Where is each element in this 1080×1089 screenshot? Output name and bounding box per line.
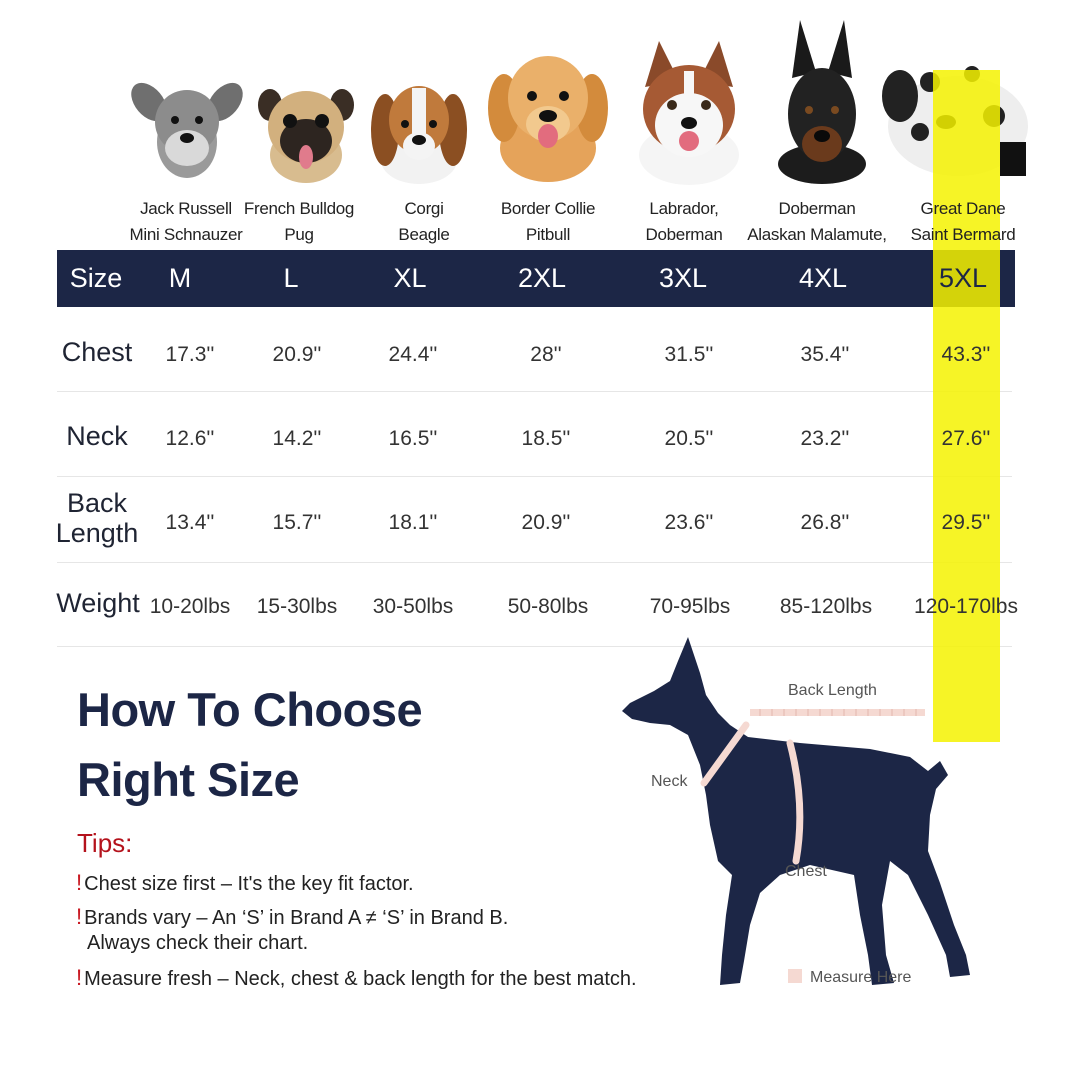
beagle-portrait [371, 86, 467, 184]
breed-label [354, 196, 494, 248]
chest-m: 17.3'' [165, 343, 215, 366]
back-m: 13.4'' [165, 511, 215, 534]
howto-title-line2: Right Size [77, 753, 300, 806]
golden-retriever-portrait [488, 56, 608, 182]
breed-line1: Border Collie [500, 199, 596, 218]
header-size-2xl: 2XL [517, 263, 567, 293]
chest-l: 20.9'' [272, 343, 322, 366]
row-divider [57, 476, 1012, 477]
chest-xl: 24.4'' [388, 343, 438, 366]
tip-1 [76, 870, 414, 896]
tip-1-text: Chest size first – It's the key fit factor. [84, 873, 414, 895]
back-xl: 18.1'' [388, 511, 438, 534]
dog-silhouette-diagram [610, 625, 990, 995]
back-length-tape [750, 709, 925, 716]
back-l: 15.7'' [272, 511, 322, 534]
howto-title-line1: How To Choose [77, 683, 423, 736]
breed-label [229, 196, 369, 248]
neck-l: 14.2'' [272, 427, 322, 450]
neck-3xl: 20.5'' [664, 427, 714, 450]
back-label-line1: Back [66, 488, 128, 518]
weight-3xl: 70-95lbs [649, 595, 731, 618]
husky-portrait [639, 41, 739, 185]
neck-m: 12.6'' [165, 427, 215, 450]
measure-here-label: Measure Here [810, 969, 912, 986]
header-size-3xl: 3XL [658, 263, 708, 293]
neck-label: Neck [651, 773, 688, 790]
neck-2xl: 18.5'' [521, 427, 571, 450]
header-size-4xl: 4XL [798, 263, 848, 293]
exclamation-icon: ! [76, 965, 83, 990]
breed-line2: Pug [284, 225, 314, 244]
breed-label [737, 196, 897, 248]
breed-line1: French Bulldog [243, 199, 355, 218]
pug-portrait [258, 89, 354, 183]
chest-2xl: 28'' [530, 343, 562, 366]
breed-line1: Great Dane [920, 199, 1006, 218]
breed-line1: Jack Russell [140, 199, 232, 218]
header-size-l: L [283, 263, 299, 293]
breed-line2: Alaskan Malamute, [747, 225, 887, 244]
dog-portraits [0, 0, 1080, 190]
back-5xl: 29.5'' [941, 511, 991, 534]
breed-line1: Corgi [404, 199, 444, 218]
doberman-portrait [778, 20, 866, 184]
breed-label [478, 196, 618, 248]
weight-5xl: 120-170lbs [914, 595, 1018, 618]
breed-line1: Labrador, [649, 199, 719, 218]
schnauzer-portrait [124, 76, 250, 178]
exclamation-icon: ! [76, 870, 83, 895]
back-2xl: 20.9'' [521, 511, 571, 534]
back-4xl: 26.8'' [800, 511, 850, 534]
row-label-chest: Chest [61, 337, 133, 367]
breed-line2: Pitbull [525, 225, 571, 244]
neck-5xl: 27.6'' [941, 427, 991, 450]
header-size-xl: XL [393, 263, 427, 293]
row-divider [57, 391, 1012, 392]
breed-label [614, 196, 754, 248]
breed-line2: Beagle [398, 225, 450, 244]
exclamation-icon: ! [76, 904, 83, 929]
weight-m: 10-20lbs [149, 595, 231, 618]
tip-2-continued: Always check their chart. [87, 932, 309, 954]
chest-4xl: 35.4'' [800, 343, 850, 366]
back-3xl: 23.6'' [664, 511, 714, 534]
breed-line2: Saint Bermard [910, 225, 1016, 244]
neck-4xl: 23.2'' [800, 427, 850, 450]
measure-swatch-icon [788, 969, 802, 983]
tip-2-text: Brands vary – An ‘S’ in Brand A ≠ ‘S’ in Brand B. [84, 907, 509, 929]
header-size-m: M [168, 263, 192, 293]
breed-line2: Mini Schnauzer [129, 225, 243, 244]
header-size-5xl: 5XL [938, 263, 988, 293]
breed-label [893, 196, 1033, 248]
row-label-neck: Neck [66, 421, 128, 451]
chest-label: Chest [785, 863, 827, 880]
weight-2xl: 50-80lbs [507, 595, 589, 618]
breed-line1: Doberman [778, 199, 856, 218]
tip-3-text: Measure fresh – Neck, chest & back length for the best match. [84, 968, 637, 990]
row-divider [57, 562, 1012, 563]
chest-5xl: 43.3'' [941, 343, 991, 366]
weight-xl: 30-50lbs [372, 595, 454, 618]
back-length-label: Back Length [788, 682, 877, 699]
tip-3 [76, 965, 637, 991]
tip-2 [76, 904, 508, 930]
weight-l: 15-30lbs [256, 595, 338, 618]
chest-3xl: 31.5'' [664, 343, 714, 366]
tips-title: Tips: [77, 828, 133, 858]
row-label-weight: Weight [56, 588, 140, 618]
weight-4xl: 85-120lbs [779, 595, 873, 618]
back-label-line2: Length [55, 518, 139, 548]
breed-line2: Doberman [645, 225, 723, 244]
header-size-label: Size [69, 263, 123, 293]
neck-xl: 16.5'' [388, 427, 438, 450]
